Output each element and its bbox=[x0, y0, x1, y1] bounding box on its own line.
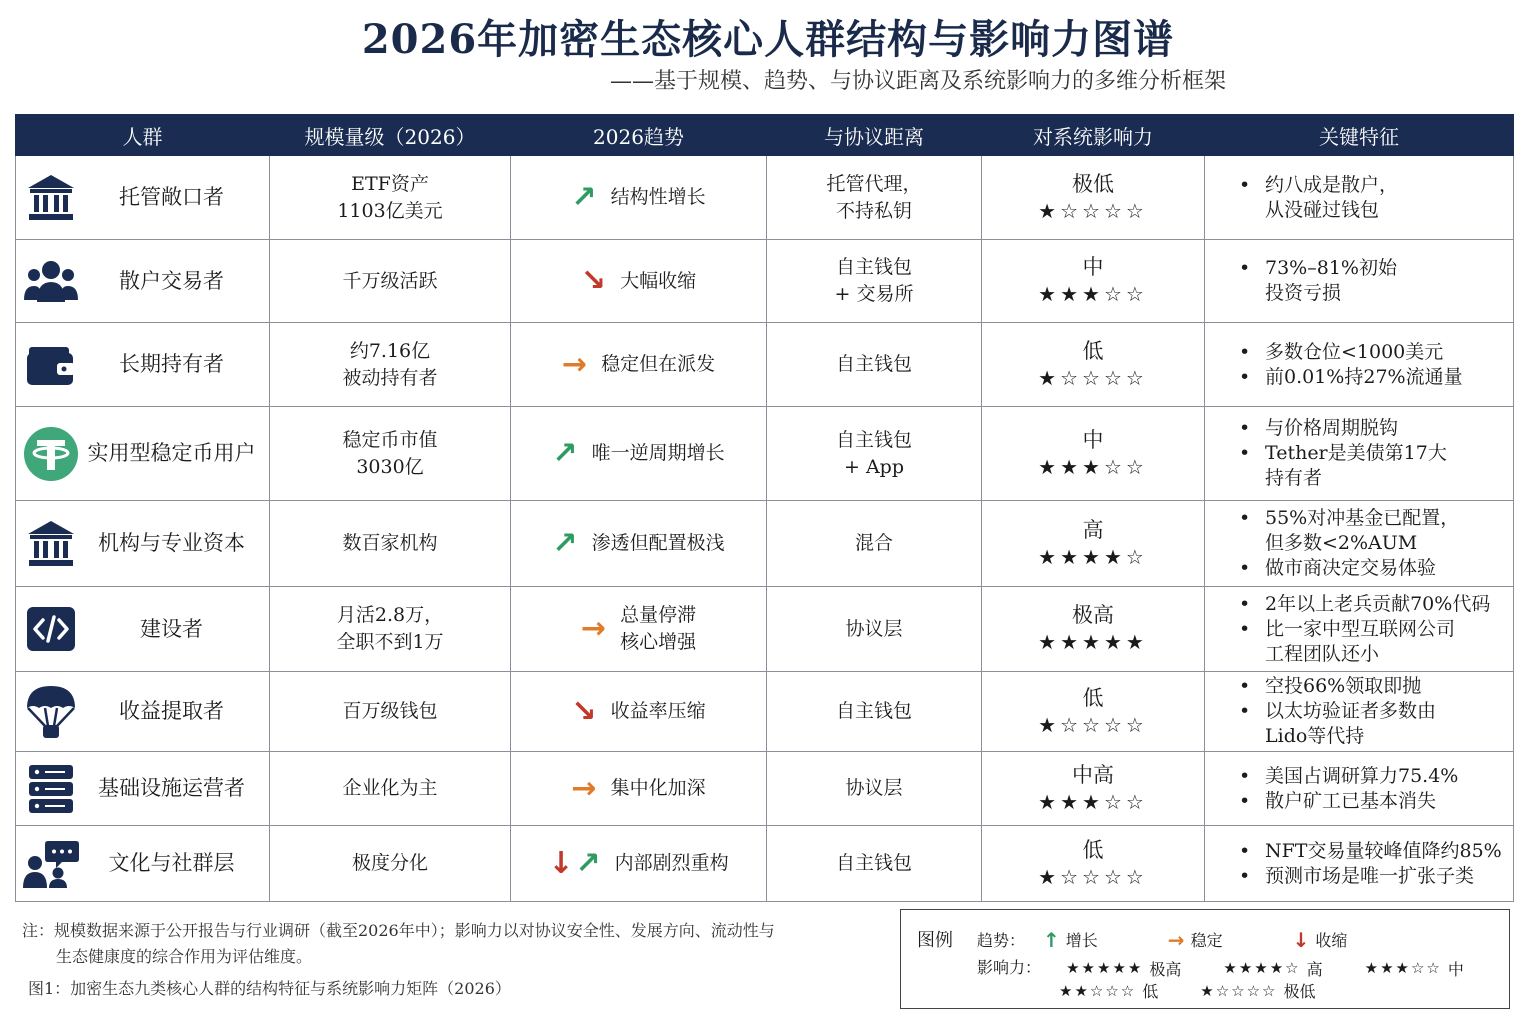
cell-scale: 月活2.8万， 全职不到1万 bbox=[270, 587, 511, 672]
list-item: • 55%对冲基金已配置， 但多数<2%AUM bbox=[1239, 506, 1507, 556]
users-icon bbox=[22, 252, 80, 310]
cell-group bbox=[16, 752, 270, 826]
code-icon bbox=[22, 600, 80, 658]
list-item: • 空投66%领取即抛 bbox=[1239, 674, 1507, 699]
group-name: 托管敞口者 bbox=[119, 185, 224, 209]
cell-distance: 托管代理， 不持私钥 bbox=[767, 156, 982, 240]
bank-icon bbox=[22, 169, 80, 227]
star-rating: ★★★★☆ bbox=[1038, 544, 1148, 569]
trend-flat-icon: → bbox=[561, 346, 588, 382]
table-row bbox=[16, 323, 1514, 407]
cell-group bbox=[16, 587, 270, 672]
cell-distance: 自主钱包 bbox=[767, 672, 982, 752]
cell-trend bbox=[511, 156, 767, 240]
legend-trend-row bbox=[977, 928, 1347, 951]
arrow-right-icon: → bbox=[1167, 927, 1185, 952]
list-item: • Tether是美债第17大 持有者 bbox=[1239, 441, 1507, 491]
cell-features bbox=[1205, 323, 1514, 407]
cell-group bbox=[16, 156, 270, 240]
star-rating: ★★★☆☆ bbox=[1038, 282, 1148, 306]
column-header: 对系统影响力 bbox=[982, 115, 1205, 156]
legend-title: 图例 bbox=[917, 930, 953, 951]
star-rating: ★☆☆☆☆ bbox=[1038, 864, 1148, 889]
cell-impact bbox=[982, 826, 1205, 902]
cell-scale: 百万级钱包 bbox=[270, 672, 511, 752]
legend-level: ★☆☆☆☆ 极低 bbox=[1200, 981, 1316, 1001]
star-rating: ★★★★★ bbox=[1038, 630, 1148, 654]
legend-level: ★★★☆☆ 中 bbox=[1364, 959, 1464, 979]
legend-level: ★★☆☆☆ 低 bbox=[1059, 981, 1159, 1001]
list-item: • 预测市场是唯一扩张子类 bbox=[1239, 864, 1507, 889]
group-name: 长期持有者 bbox=[119, 352, 224, 376]
impact-level: 低 bbox=[1082, 338, 1104, 363]
cell-trend bbox=[511, 323, 767, 407]
group-name: 文化与社群层 bbox=[108, 851, 235, 875]
group-name: 机构与专业资本 bbox=[98, 531, 245, 555]
column-header: 人群 bbox=[16, 115, 270, 156]
impact-level: 低 bbox=[1082, 685, 1104, 710]
list-item: • 约八成是散户， 从没碰过钱包 bbox=[1239, 173, 1507, 223]
legend-impact-row bbox=[977, 955, 1506, 980]
cell-group bbox=[16, 826, 270, 902]
table-row bbox=[16, 501, 1514, 587]
trend-flat-icon: → bbox=[580, 611, 607, 646]
footnote: 注：规模数据来源于公开报告与行业调研（截至2026年中）；影响力以对协议安全性、发展方向、流动性与 生态健康度的综合作用为评估维度。 bbox=[22, 921, 775, 966]
cell-features bbox=[1205, 587, 1514, 672]
list-item: • NFT交易量较峰值降约85% bbox=[1239, 839, 1507, 864]
group-name: 散户交易者 bbox=[119, 268, 224, 293]
trend-label: 集中化加深 bbox=[610, 777, 706, 799]
cell-group bbox=[16, 407, 270, 501]
table-row bbox=[16, 672, 1514, 752]
cell-scale: 千万级活跃 bbox=[270, 240, 511, 323]
trend-flat-icon: → bbox=[571, 770, 597, 806]
cell-trend bbox=[511, 240, 767, 323]
trend-up-icon: ↗ bbox=[552, 435, 578, 471]
list-item: • 2年以上老兵贡献70%代码 bbox=[1239, 592, 1507, 617]
cell-trend bbox=[511, 752, 767, 826]
legend-trend-label: 趋势： bbox=[977, 931, 1026, 950]
cell-impact bbox=[982, 752, 1205, 826]
cell-scale: 数百家机构 bbox=[270, 501, 511, 587]
trend-down-icon: ↘ bbox=[571, 693, 597, 729]
table-row bbox=[16, 156, 1514, 240]
group-name: 建设者 bbox=[140, 616, 203, 641]
cell-impact bbox=[982, 501, 1205, 587]
legend-flat-label: 稳定 bbox=[1190, 931, 1223, 950]
parachute-icon bbox=[22, 683, 80, 741]
cell-distance: 混合 bbox=[767, 501, 982, 587]
cell-features bbox=[1205, 407, 1514, 501]
cell-scale: 稳定币市值 3030亿 bbox=[270, 407, 511, 501]
table-row bbox=[16, 240, 1514, 323]
cell-features bbox=[1205, 672, 1514, 752]
cell-impact bbox=[982, 407, 1205, 501]
star-rating: ★★★☆☆ bbox=[1364, 959, 1442, 977]
group-name: 实用型稳定币用户 bbox=[87, 441, 256, 465]
list-item: • 做市商决定交易体验 bbox=[1239, 556, 1507, 581]
list-item: • 以太坊验证者多数由 Lido等代持 bbox=[1239, 699, 1507, 749]
cell-distance: 自主钱包 bbox=[767, 323, 982, 407]
cell-trend bbox=[511, 407, 767, 501]
trend-up-icon: ↗ bbox=[571, 179, 597, 215]
cell-trend bbox=[511, 826, 767, 902]
cell-features bbox=[1205, 826, 1514, 902]
column-header: 关键特征 bbox=[1205, 115, 1514, 156]
figure-caption: 图1：加密生态九类核心人群的结构特征与系统影响力矩阵（2026） bbox=[28, 979, 511, 998]
list-item: • 多数仓位<1000美元 bbox=[1239, 340, 1507, 365]
cell-scale: 约7.16亿 被动持有者 bbox=[270, 323, 511, 407]
table-header-row bbox=[16, 115, 1514, 156]
cell-scale: 企业化为主 bbox=[270, 752, 511, 826]
wallet-icon bbox=[22, 336, 80, 394]
legend-level: ★★★★☆ 高 bbox=[1223, 959, 1323, 979]
group-name: 基础设施运营者 bbox=[98, 776, 245, 800]
cell-features bbox=[1205, 240, 1514, 323]
arrow-down-icon: ↓ bbox=[1292, 927, 1310, 952]
trend-label: 唯一逆周期增长 bbox=[591, 442, 725, 464]
legend-up-label: 增长 bbox=[1065, 931, 1098, 950]
cell-distance: 协议层 bbox=[767, 587, 982, 672]
legend-box bbox=[900, 909, 1510, 1009]
list-item: • 前0.01%持27%流通量 bbox=[1239, 365, 1507, 390]
cell-group bbox=[16, 501, 270, 587]
cell-trend bbox=[511, 587, 767, 672]
matrix-table bbox=[15, 114, 1514, 902]
trend-down-icon: ↓ bbox=[548, 845, 574, 881]
server-icon bbox=[22, 760, 80, 818]
impact-level: 极高 bbox=[1072, 603, 1114, 627]
cell-group bbox=[16, 240, 270, 323]
list-item: • 散户矿工已基本消失 bbox=[1239, 789, 1507, 814]
legend-down-label: 收缩 bbox=[1315, 931, 1348, 950]
cell-group bbox=[16, 672, 270, 752]
list-item: • 与价格周期脱钩 bbox=[1239, 416, 1507, 441]
star-rating: ★☆☆☆☆ bbox=[1038, 712, 1148, 737]
column-header: 2026趋势 bbox=[511, 115, 767, 156]
list-item: • 比一家中型互联网公司 工程团队还小 bbox=[1239, 617, 1507, 667]
impact-level: 中高 bbox=[1072, 762, 1114, 787]
table-row bbox=[16, 826, 1514, 902]
trend-label: 大幅收缩 bbox=[620, 269, 697, 292]
trend-down-icon: ↘ bbox=[580, 263, 607, 298]
cell-features bbox=[1205, 156, 1514, 240]
cell-features bbox=[1205, 501, 1514, 587]
tether-icon bbox=[22, 425, 80, 483]
table-row bbox=[16, 587, 1514, 672]
list-item: • 73%–81%初始 投资亏损 bbox=[1239, 256, 1507, 306]
cell-distance: 自主钱包 + 交易所 bbox=[767, 240, 982, 323]
cell-scale: 极度分化 bbox=[270, 826, 511, 902]
star-rating: ★☆☆☆☆ bbox=[1038, 198, 1148, 223]
trend-label: 收益率压缩 bbox=[610, 700, 706, 722]
impact-level: 中 bbox=[1082, 255, 1104, 279]
impact-level: 中 bbox=[1082, 427, 1104, 452]
community-icon bbox=[22, 835, 80, 893]
cell-impact bbox=[982, 672, 1205, 752]
list-item: • 美国占调研算力75.4% bbox=[1239, 764, 1507, 789]
star-rating: ★☆☆☆☆ bbox=[1038, 365, 1148, 390]
impact-level: 极低 bbox=[1072, 171, 1114, 196]
institution-icon bbox=[22, 515, 80, 573]
cell-distance: 自主钱包 bbox=[767, 826, 982, 902]
legend-impact-label: 影响力： bbox=[977, 958, 1042, 977]
cell-scale: ETF资产 1103亿美元 bbox=[270, 156, 511, 240]
trend-up-icon: ↗ bbox=[575, 845, 601, 881]
impact-level: 低 bbox=[1082, 837, 1104, 862]
star-rating: ★★★☆☆ bbox=[1038, 454, 1148, 479]
page-subtitle: ——基于规模、趋势、与协议距离及系统影响力的多维分析框架 bbox=[609, 69, 1226, 94]
trend-label: 稳定但在派发 bbox=[601, 353, 716, 375]
column-header: 与协议距离 bbox=[767, 115, 982, 156]
trend-up-icon: ↗ bbox=[552, 525, 578, 561]
cell-group bbox=[16, 323, 270, 407]
group-name: 收益提取者 bbox=[119, 699, 224, 723]
cell-trend bbox=[511, 672, 767, 752]
legend-level: ★★★★★ 极高 bbox=[1066, 959, 1182, 979]
cell-impact bbox=[982, 587, 1205, 672]
star-rating: ★★★☆☆ bbox=[1038, 789, 1148, 814]
star-rating: ★★★★★ bbox=[1066, 959, 1144, 977]
trend-label: 渗透但配置极浅 bbox=[591, 532, 725, 554]
table-row bbox=[16, 752, 1514, 826]
cell-impact bbox=[982, 156, 1205, 240]
star-rating: ★☆☆☆☆ bbox=[1200, 981, 1278, 1000]
trend-label: 内部剧烈重构 bbox=[614, 852, 729, 874]
cell-impact bbox=[982, 323, 1205, 407]
trend-label: 总量停滞 核心增强 bbox=[620, 604, 697, 653]
legend-impact-row-2 bbox=[1059, 979, 1358, 1002]
cell-distance: 自主钱包 + App bbox=[767, 407, 982, 501]
table-row bbox=[16, 407, 1514, 501]
column-header: 规模量级（2026） bbox=[270, 115, 511, 156]
cell-features bbox=[1205, 752, 1514, 826]
star-rating: ★★★★☆ bbox=[1223, 959, 1301, 977]
cell-impact bbox=[982, 240, 1205, 323]
arrow-up-icon: ↑ bbox=[1043, 927, 1060, 952]
star-rating: ★★☆☆☆ bbox=[1059, 981, 1137, 1000]
impact-level: 高 bbox=[1082, 517, 1104, 542]
cell-trend bbox=[511, 501, 767, 587]
page-title: 2026年加密生态核心人群结构与影响力图谱 bbox=[361, 16, 1175, 63]
cell-distance: 协议层 bbox=[767, 752, 982, 826]
trend-label: 结构性增长 bbox=[610, 186, 706, 208]
